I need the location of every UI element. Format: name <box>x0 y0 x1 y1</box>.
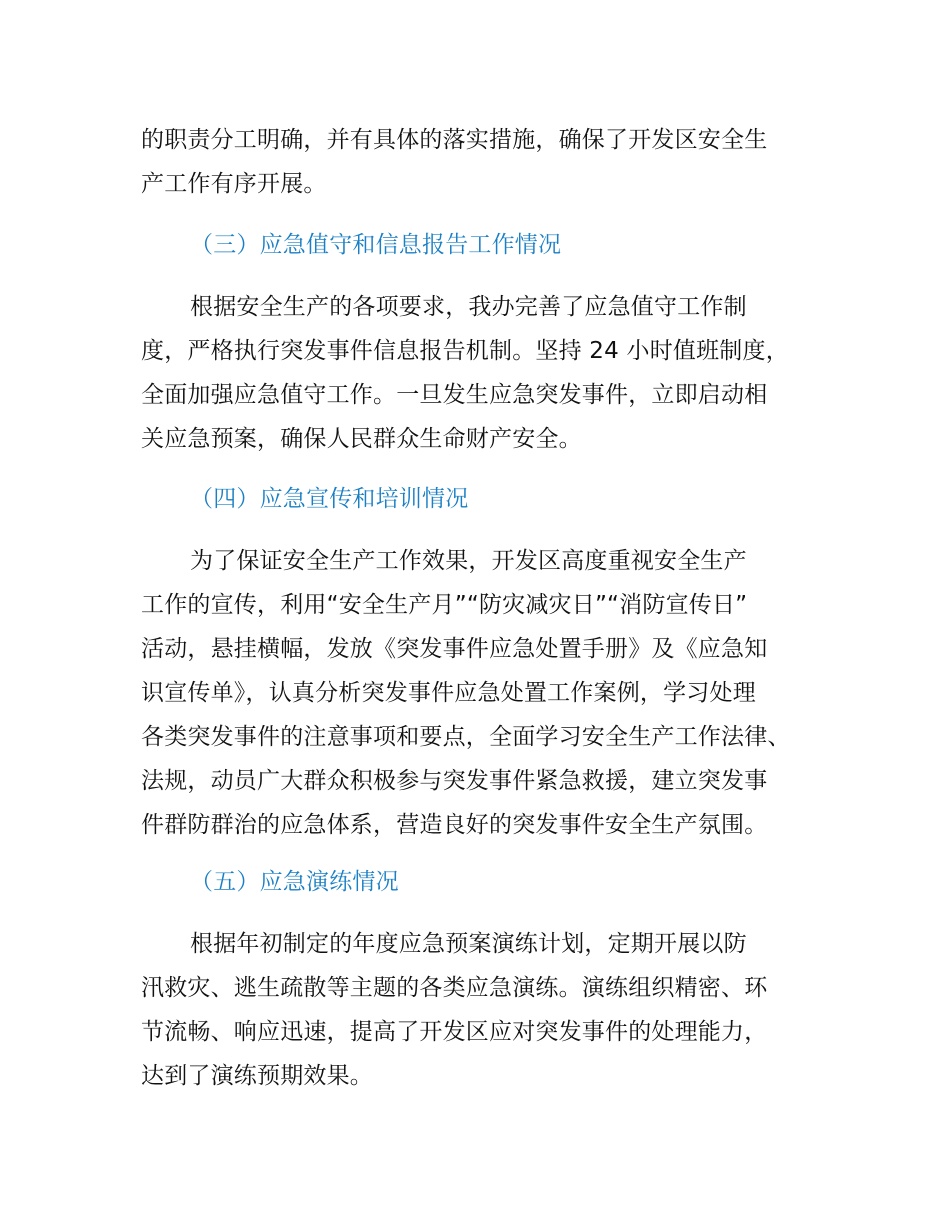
section-3-line-3: 全面加强应急值守工作。一旦发生应急突发事件，立即启动相 <box>141 382 768 408</box>
section-5-line-1: 根据年初制定的年度应急预案演练计划，定期开展以防 <box>190 931 747 957</box>
section-5-line-2: 汛救灾、逃生疏散等主题的各类应急演练。演练组织精密、环 <box>141 975 768 1001</box>
intro-line-2: 产工作有序开展。 <box>141 171 327 197</box>
section-4-line-7: 件群防群治的应急体系，营造良好的突发事件安全生产氛围。 <box>141 812 768 838</box>
section-4-line-1: 为了保证安全生产工作效果，开发区高度重视安全生产 <box>190 548 747 574</box>
section-3-line-2: 度，严格执行突发事件信息报告机制。坚持 24 小时值班制度， <box>141 338 789 364</box>
section-4-heading: （四）应急宣传和培训情况 <box>190 486 469 512</box>
section-3-heading: （三）应急值守和信息报告工作情况 <box>190 232 562 258</box>
section-4-line-6: 法规，动员广大群众积极参与突发事件紧急救援，建立突发事 <box>141 768 768 794</box>
section-3-line-1: 根据安全生产的各项要求，我办完善了应急值守工作制 <box>190 294 747 320</box>
section-5-line-3: 节流畅、响应迅速，提高了开发区应对突发事件的处理能力， <box>141 1019 768 1045</box>
section-5-heading: （五）应急演练情况 <box>190 869 399 895</box>
section-4-line-2: 工作的宣传，利用“安全生产月”“防灾减灾日”“消防宣传日” <box>141 592 748 618</box>
section-4-line-5: 各类突发事件的注意事项和要点，全面学习安全生产工作法律、 <box>141 724 791 750</box>
section-4-line-3: 活动，悬挂横幅，发放《突发事件应急处置手册》及《应急知 <box>141 636 768 662</box>
section-3-line-4: 关应急预案，确保人民群众生命财产安全。 <box>141 426 582 452</box>
section-5-line-4: 达到了演练预期效果。 <box>141 1063 373 1089</box>
intro-line-1: 的职责分工明确，并有具体的落实措施，确保了开发区安全生 <box>141 127 768 153</box>
section-4-line-4: 识宣传单》，认真分析突发事件应急处置工作案例，学习处理 <box>141 680 756 706</box>
